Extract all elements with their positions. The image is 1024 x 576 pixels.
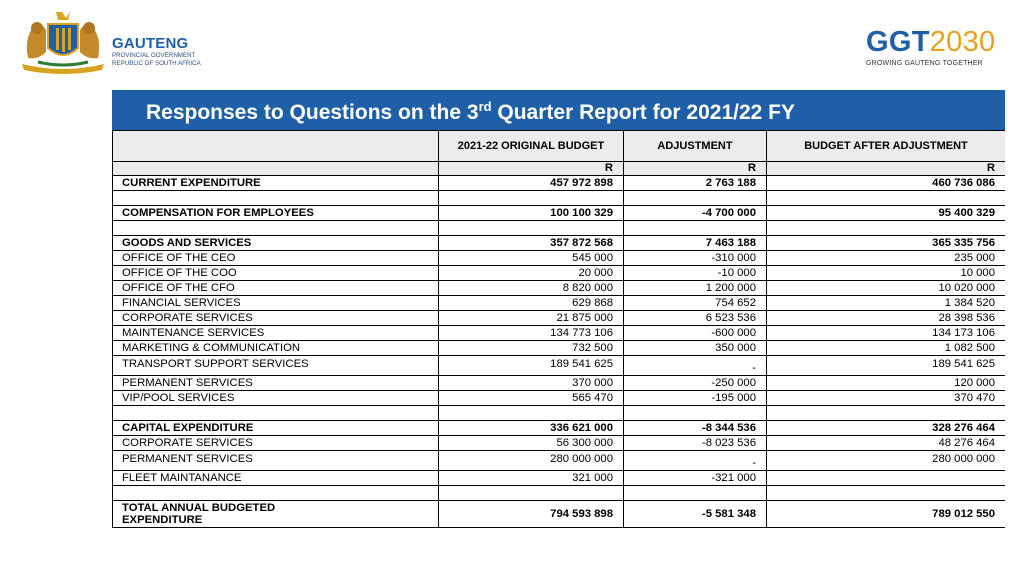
table-row: OFFICE OF THE COO 20 000 -10 000 10 000 [112, 266, 1005, 281]
col-original-budget: 2021-22 ORIGINAL BUDGET [439, 131, 624, 162]
org-name: GAUTENG [112, 35, 189, 52]
table-left-border [112, 130, 113, 528]
table-row: MAINTENANCE SERVICES 134 773 106 -600 000 134 173 106 [112, 326, 1005, 341]
table-row: CAPITAL EXPENDITURE 336 621 000 -8 344 536 328 276 464 [112, 421, 1005, 436]
table-row: VIP/POOL SERVICES 565 470 -195 000 370 470 [112, 391, 1005, 406]
brand-word-b: 2030 [929, 26, 996, 58]
budget-table [112, 130, 1005, 528]
table-row: OFFICE OF THE CEO 545 000 -310 000 235 000 [112, 251, 1005, 266]
org-subtitle-1: PROVINCIAL GOVERNMENT [112, 52, 196, 59]
org-logo-text [112, 36, 201, 67]
table-row: CORPORATE SERVICES 21 875 000 6 523 536 28 398 536 [112, 311, 1005, 326]
ggt2030-logo [866, 28, 995, 67]
table-row: PERMANENT SERVICES 370 000 -250 000 120 000 [112, 376, 1005, 391]
table-row: CORPORATE SERVICES 56 300 000 -8 023 536 48 276 464 [112, 436, 1005, 451]
brand-tagline: GROWING GAUTENG TOGETHER [866, 60, 983, 67]
table-row: OFFICE OF THE CFO 8 820 000 1 200 000 10 020 000 [112, 281, 1005, 296]
table-row: TRANSPORT SUPPORT SERVICES 189 541 625 - 189 541 625 [112, 356, 1005, 376]
table-row: GOODS AND SERVICES 357 872 568 7 463 188 365 335 756 [112, 236, 1005, 251]
table-header-row [112, 131, 1005, 162]
table-row: MARKETING & COMMUNICATION 732 500 350 000 1 082 500 [112, 341, 1005, 356]
units-row: R R R [112, 162, 1005, 176]
table-row: PERMANENT SERVICES 280 000 000 - 280 000 000 [112, 451, 1005, 471]
table-row: FINANCIAL SERVICES 629 868 754 652 1 384 520 [112, 296, 1005, 311]
table-row: FLEET MAINTANANCE 321 000 -321 000 [112, 471, 1005, 486]
brand-word-a: GGT [866, 26, 930, 58]
slide-title: Responses to Questions on the 3rd Quarter Report for 2021/22 FY [146, 99, 795, 124]
total-row: TOTAL ANNUAL BUDGETED EXPENDITURE 794 593 898 -5 581 348 789 012 550 [112, 501, 1005, 528]
col-adjustment: ADJUSTMENT [624, 131, 767, 162]
title-bar [112, 90, 1005, 130]
coat-of-arms-logo [18, 8, 108, 74]
org-subtitle-2: REPUBLIC OF SOUTH AFRICA [112, 60, 201, 68]
table-row: COMPENSATION FOR EMPLOYEES 100 100 329 -4 700 000 95 400 329 [112, 206, 1005, 221]
table-row: CURRENT EXPENDITURE 457 972 898 2 763 188 460 736 086 [112, 176, 1005, 191]
col-budget-after: BUDGET AFTER ADJUSTMENT [767, 131, 1006, 162]
